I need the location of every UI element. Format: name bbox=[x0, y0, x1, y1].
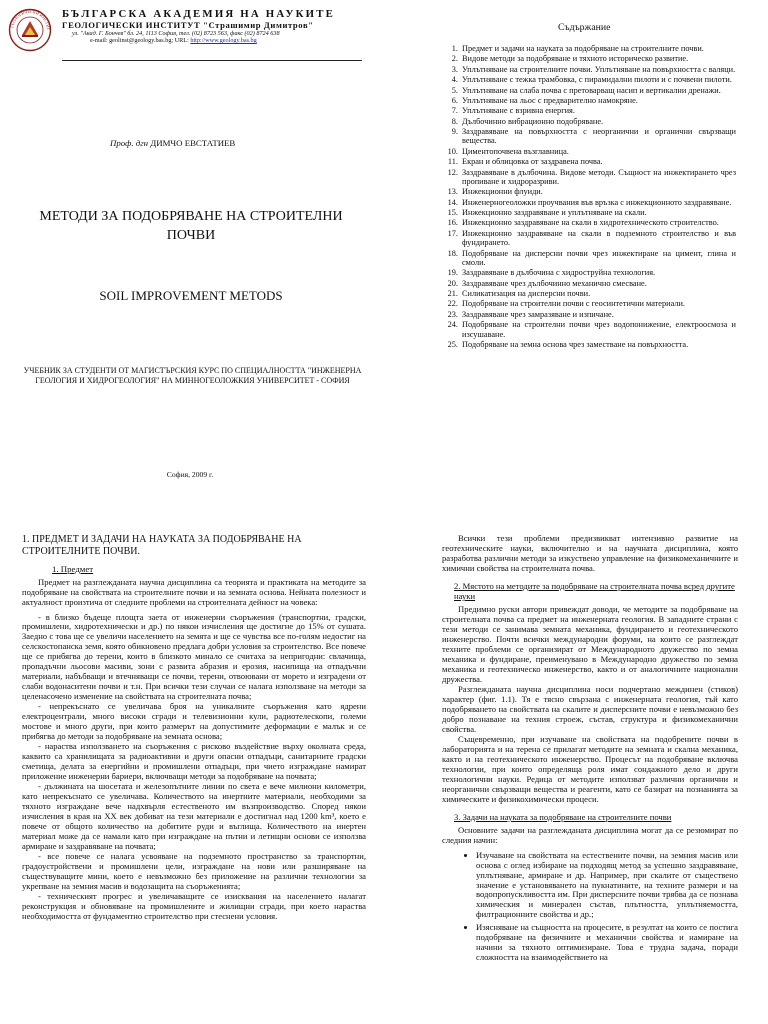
toc-number: 1. bbox=[451, 44, 458, 53]
book-title: МЕТОДИ ЗА ПОДОБРЯВАНЕ НА СТРОИТЕЛНИ ПОЧВИ bbox=[39, 209, 343, 243]
body-paragraph: Предимно руски автори привеждат доводи, че методите за подобряване на строителната почва са предмет на инженерната геология. В западните страни с тези методи се занимава земната механика, фундирането и геотехническото инженерство. Почти всички международни форуми, на които се разглеждат техните проблеми се организират от Международното дружество по земна механика и фундиране, преименувано в Международно дружество по земна механика и геотехническо инженерство, както и от аналогичните национални дружества. bbox=[442, 604, 738, 684]
toc-text: Инжекционно заздравяване на скали в хидротехническото строителство. bbox=[462, 218, 719, 228]
toc-text: Предмет и задачи на науката за подобряване на строителните почви. bbox=[462, 44, 704, 53]
toc-text: Заздравяване чрез замразяване и изпичане. bbox=[462, 309, 614, 319]
body-paragraph: - нараства използването на съоръжения с рисково въздействие върху околната среда, каквито са хранилищата за радиоактивни и други опасни отпадъци, санитарните градски сметища, делата за енергийни и промишлени отпадъци, при чието изграждане намират приложение инженерни бариери, включващи методи за подобряване на почвата; bbox=[22, 741, 366, 781]
toc-number: 2. bbox=[451, 54, 458, 64]
toc-number: 13. bbox=[447, 187, 458, 197]
section-subheading: 3. Задачи на науката за подобряване на строителните почви bbox=[454, 811, 672, 822]
toc-item bbox=[440, 168, 736, 187]
toc-text: Уплътняване на льос с предварително намокряне. bbox=[462, 95, 638, 105]
tasks-list bbox=[442, 851, 738, 964]
toc-text: Инженерногеоложки проучвания във връзка с инжекционното заздравяване. bbox=[462, 197, 732, 207]
toc-number: 17. bbox=[447, 228, 458, 238]
toc-item bbox=[440, 86, 736, 95]
author-name: ДИМЧО ЕВСТАТИЕВ bbox=[150, 138, 236, 148]
contact-line bbox=[62, 37, 362, 44]
toc-item bbox=[440, 44, 736, 53]
toc-number: 16. bbox=[447, 218, 458, 228]
list-item: • Изучаване на свойствата на естествените почви, на земния масив или основа с оглед избиране на подходящ метод за успешно заздравяване, уплътняване, армиране и др. Например, при скалите от съществено значение е установяването на пукнатините, на техните размери и на водопропускливостта им. При дисперсните почви трябва да се познава химическия и минерален състав, плътността, уплътняемостта, филтрационните свойства и др.; bbox=[476, 851, 738, 921]
author-title: Проф. дгн bbox=[110, 138, 149, 148]
institute-url-link[interactable]: http://www.geology.bas.bg bbox=[190, 37, 257, 44]
toc-number: 10. bbox=[447, 146, 458, 156]
toc-text: Екран и облицовка от заздравена почва. bbox=[462, 157, 603, 167]
toc-text: Подобряване на земна основа чрез заместване на повърхността. bbox=[462, 339, 689, 349]
toc-text: Уплътняване с тежка трамбовка, с пирамидални пилоти и с почвени пилоти. bbox=[462, 75, 732, 85]
toc-text: Циментопочвена възглавница. bbox=[462, 146, 569, 156]
section-subheading: 1. Предмет bbox=[52, 563, 94, 574]
toc-item bbox=[440, 279, 736, 288]
toc-number: 19. bbox=[447, 268, 458, 278]
email-text: e-mail: geolinst@geology.bas.bg; URL: bbox=[90, 37, 191, 44]
author-line bbox=[110, 138, 235, 148]
body-paragraph: - дължината на шосетата и железопътните линии по света е вече милиони километри, като непрекъснато се увеличава. Количеството на инертните материали, необходими за тяхното изграждане вече надхвърля естественото им възпроизводство. Според някои изчисления в края на XX век добиват на тези материали е достигнал над 1200 km³, което е повече от общото количество на добитите руди и въглища. Количеството на инертен материал може да се намали като при изграждане на пътни и летищни основи се използва армиране и заздравяване на почвата; bbox=[22, 780, 366, 851]
toc-item bbox=[440, 249, 736, 268]
toc-number: 7. bbox=[451, 106, 458, 116]
toc-item bbox=[440, 65, 736, 74]
toc-item bbox=[440, 106, 736, 115]
toc-text: Уплътняване с взривна енергия. bbox=[462, 106, 575, 116]
body-paragraph: Разглежданата научна дисциплина носи подчертано междинен (стиков) характер (фиг. 1.1). Тя е тясно свързана с инженерната геология, тъй като подобряването на свойствата на скалите и дисперсните почви е невъзможно без добро познаване на техния строеж, състав, структура и физикомеханични свойства. bbox=[442, 683, 738, 734]
toc-item bbox=[440, 117, 736, 126]
body-paragraph: Същевременно, при изучаване на свойствата на подобрените почви в лабораторията и на терена се прилагат методите на земната и скална механика, както и на геотехническото инженерство. Процесът на подобряване включва технологии, при които определяща роля имат сондажното дело и други технологични науки. Редица от методите използват различни органични и неорганични свързващи вещества и реагенти, като се базират на познанията за химическите и физикохимически процеси. bbox=[442, 733, 738, 804]
toc-number: 20. bbox=[447, 278, 458, 288]
toc-number: 8. bbox=[451, 116, 458, 126]
toc-item bbox=[440, 268, 736, 277]
toc-number: 5. bbox=[451, 85, 458, 95]
academy-name: БЪЛГАРСКА АКАДЕМИЯ НА НАУКИТЕ bbox=[62, 8, 336, 20]
toc-number: 24. bbox=[447, 320, 458, 330]
toc-text: Заздравяване на повърхността с неорганични и органични свързващи вещества. bbox=[462, 127, 736, 146]
toc-number: 18. bbox=[447, 248, 458, 258]
body-paragraph: - в близко бъдеще площта заета от инженерни съоръжения (транспортни, градски, промишлени, хидротехнически и др.) по някои изчисления ще достигне до 15% от сушата. Заедно с това ще се увеличи населението на земята и ще се чувства все по-голям недостиг на селскостопанска земя, която обикновено предлага добри условия за строителство. Все повече ще се прибягва до терени, които в близкото минало се считаха за непригодни: свлачища, пропадъчни льосови масиви, зони с развита абразия и ерозия, насипища на отпадъчни материали, набъбващи и втечняващи се почви, терени, отвоювани от морето и изградени от слаби водонаситени почви и т.н. При всички тези случаи се налага използване на методи за целенасочено изменение на свойствата на строителната почва; bbox=[22, 611, 366, 702]
toc-item bbox=[440, 229, 736, 248]
toc-text: Дълбочинно вибрационно подобряване. bbox=[462, 116, 604, 126]
toc-text: Заздравяване чрез дълбочинно механично смесване. bbox=[462, 278, 647, 288]
toc-item bbox=[440, 96, 736, 105]
body-paragraph: Предмет на разглежданата научна дисциплина са теорията и практиката на методите за подобряване на свойствата на строителните почви и на земната основа. Нейната полезност и актуалност произтича от следните проблеми на строителната дейност на човека: bbox=[22, 576, 366, 607]
toc-number: 22. bbox=[447, 299, 458, 309]
toc-text: Подобряване на дисперсни почви чрез инжектиране на цимент, глина и смоли. bbox=[462, 248, 736, 267]
body-paragraph: Всички тези проблеми предизвикват интензивно развитие на геотехническите науки, включително и на научната дисциплина, която разработва различни методи за изкуствено управление на физикомеханичните и химични свойства на строителната почва. bbox=[442, 534, 738, 573]
toc-text: Видове методи за подобряване и тяхното историческо развитие. bbox=[462, 54, 689, 64]
toc-text: Инжекционно заздравяване и уплътняване на скали. bbox=[462, 208, 647, 217]
institute-address: ул. "Акад. Г. Бончев" бл. 24, 1113 София, тел. (02) 8723 563, факс (02) 8724 638 bbox=[72, 30, 280, 37]
toc-number: 15. bbox=[447, 208, 458, 217]
svg-text:ГЕОЛОГИЧЕСКИ ИНСТИТУТ: ГЕОЛОГИЧЕСКИ ИНСТИТ bbox=[9, 8, 52, 31]
institution-header bbox=[62, 8, 362, 44]
city-year: София, 2009 г. bbox=[166, 470, 214, 479]
toc-item bbox=[440, 299, 736, 308]
toc-list bbox=[440, 44, 736, 350]
institute-logo bbox=[8, 8, 52, 52]
toc-number: 21. bbox=[447, 289, 458, 298]
toc-number: 6. bbox=[451, 95, 458, 105]
toc-number: 23. bbox=[447, 309, 458, 319]
toc-text: Уплътняване на строителните почви. Уплътняване на повърхността с валяци. bbox=[462, 64, 736, 74]
toc-item bbox=[440, 187, 736, 196]
toc-item bbox=[440, 127, 736, 146]
toc-number: 11. bbox=[447, 157, 458, 167]
toc-item bbox=[440, 320, 736, 339]
toc-text: Заздравяване в дълбочина. Видове методи. Същност на инжектирането чрез пропиване и хидроразриви. bbox=[462, 167, 736, 186]
toc-text: Силикатизация на дисперсни почви. bbox=[462, 289, 591, 298]
chapter-heading: 1. ПРЕДМЕТ И ЗАДАЧИ НА НАУКАТА ЗА ПОДОБРЯВАНЕ НА СТРОИТЕЛНИТЕ ПОЧВИ. bbox=[22, 534, 302, 557]
toc-text: Инжекционно заздравяване на скали в подземното строителство и във фундирането. bbox=[462, 228, 736, 248]
toc-number: 12. bbox=[447, 167, 458, 177]
book-title-english: SOIL IMPROVEMENT METODS bbox=[99, 288, 283, 303]
body-paragraph: - непрекъснато се увеличава броя на уникалните съоръжения като ядрени електроцентрали, много високи сгради и телевизионни кули, радиотелескопи, големи мостове и много други, при които размерът на допустимите деформации е малък и се прибягва до методи за подобряване на земната основа; bbox=[22, 701, 366, 742]
toc-item bbox=[440, 75, 736, 84]
book-audience: УЧЕБНИК ЗА СТУДЕНТИ ОТ МАГИСТЪРСКИЯ КУРС ПО СПЕЦИАЛНОСТТА "ИНЖЕНЕРНА ГЕОЛОГИЯ И ХИДРОГЕОЛОГИЯ" НА МИННОГЕОЛОЖКИЯ УНИВЕРСИТЕТ - СОФИЯ bbox=[23, 366, 362, 385]
toc-text: Заздравяване в дълбочина с хидроструйна технология. bbox=[462, 268, 656, 278]
list-item: • Изясняване на същността на процесите, в резултат на които се постига подобряване на физичните и механични свойства и намиране на начини за тяхното оптимизиране. Това е трудна задача, поради сложността на взаимодействието на bbox=[476, 923, 738, 963]
toc-item bbox=[440, 198, 736, 207]
toc-item bbox=[440, 157, 736, 166]
toc-number: 3. bbox=[451, 64, 458, 74]
toc-number: 25. bbox=[447, 339, 458, 349]
body-paragraph: Основните задачи на разглежданата дисциплина могат да се резюмират по следния начин: bbox=[442, 824, 738, 845]
toc-text: Подобряване на строителни почви чрез водопонижение, електроосмоза и изсушаване. bbox=[462, 320, 736, 339]
toc-text: Уплътняване на слаба почва с претоварващ насип и вертикални дренажи. bbox=[462, 85, 721, 95]
toc-number: 14. bbox=[447, 197, 458, 207]
toc-text: Подобряване на строителни почви с геосинтетични материали. bbox=[462, 299, 685, 309]
toc-item bbox=[440, 340, 736, 349]
left-body-column bbox=[22, 534, 366, 1022]
toc-item bbox=[440, 310, 736, 319]
right-body-column bbox=[442, 534, 738, 1022]
toc-item bbox=[440, 147, 736, 156]
toc-item bbox=[440, 208, 736, 217]
section-subheading: 2. Мястото на методите за подобряване на строителната почва всред другите науки bbox=[454, 580, 735, 602]
header-divider bbox=[62, 60, 362, 61]
toc-item bbox=[440, 218, 736, 227]
toc-number: 4. bbox=[451, 75, 458, 85]
toc-item bbox=[440, 54, 736, 63]
institute-name: ГЕОЛОГИЧЕСКИ ИНСТИТУТ "Страшимир Димитров" bbox=[62, 20, 314, 30]
toc-title: Съдържание bbox=[558, 22, 611, 33]
toc-text: Инжекционни флуиди. bbox=[462, 187, 543, 197]
toc-number: 9. bbox=[451, 127, 458, 136]
body-paragraph: - техническият прогрес и увеличаващите се изисквания на населението налагат реконструкция и обновяване на промишлените и жилищни сгради, при което нараства необходимостта от фундаментно строителство при стеснени условия. bbox=[22, 890, 366, 921]
body-paragraph: - все повече се налага усвояване на подземното пространство за транспортни, градоустройствени и промишлени цели, изграждане на нови или разширяване на съществуващите мини, което е невъзможно без приложение на различни технологии за укрепване на земния масив и водозащита на съоръженията; bbox=[22, 850, 366, 891]
toc-item bbox=[440, 289, 736, 298]
